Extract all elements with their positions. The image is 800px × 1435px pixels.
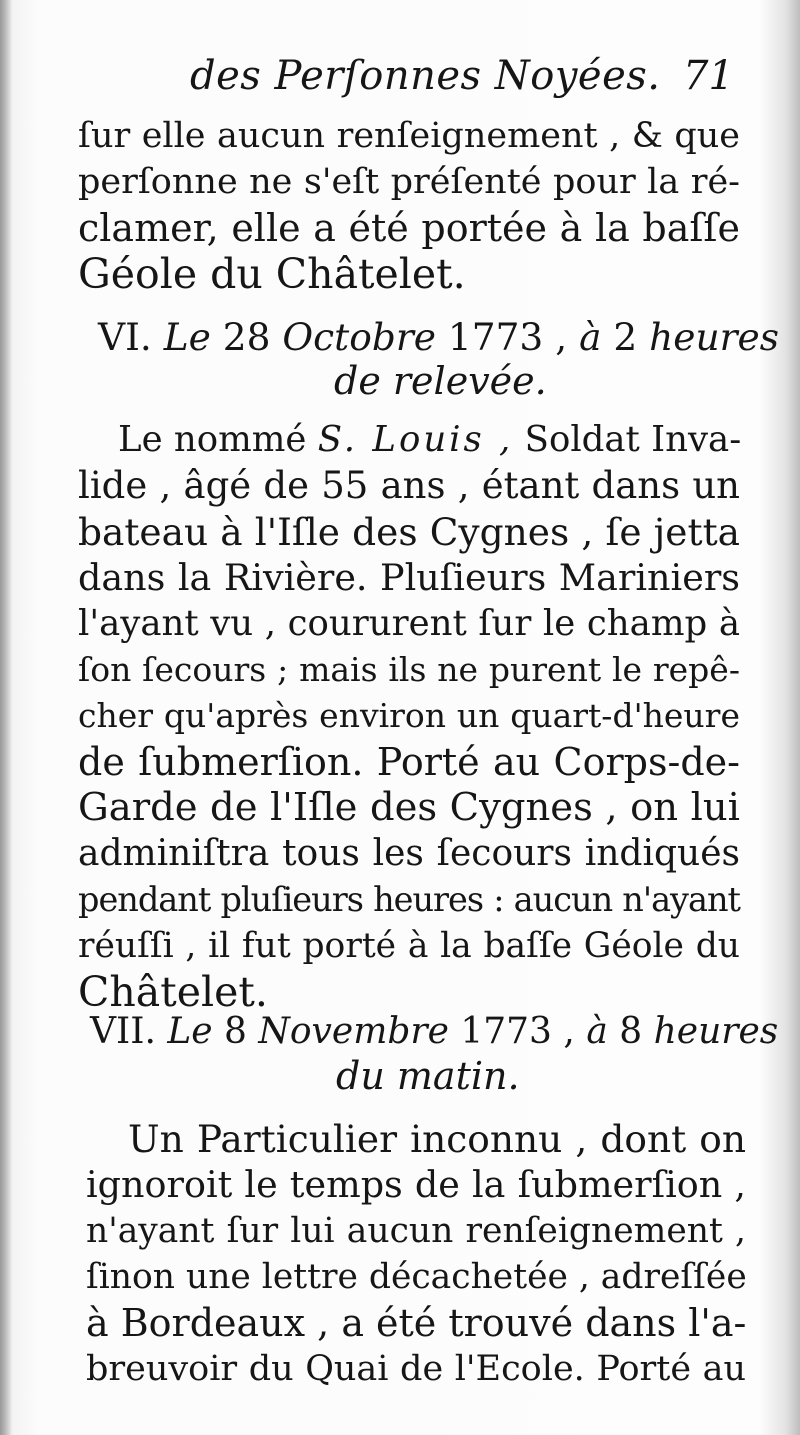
section-numeral: VI. — [98, 315, 152, 359]
text-line: ignoroit le temps de la ſubmerſion , — [86, 1163, 746, 1206]
heading-month: Novembre — [258, 1011, 449, 1052]
section-subheading: de relevée. — [334, 359, 547, 403]
text-line: Châtelet. — [78, 968, 268, 1016]
text-line: bateau à l'Iſle des Cygnes , ſe jetta — [78, 510, 740, 554]
person-name: S. Louis , — [317, 419, 514, 460]
text-line: clamer, elle a été portée à la baſſe — [78, 206, 740, 250]
text-line: Garde de l'Iſle des Cygnes , on lui — [78, 785, 740, 830]
line-end: Soldat Inva- — [524, 419, 742, 460]
text-line: cher qu'après environ un quart-d'heure — [78, 696, 740, 735]
heading-hours-word: heures — [653, 1011, 779, 1052]
text-line: dans la Rivière. Pluſieurs Mariniers — [78, 556, 740, 599]
text-line: pendant pluſieurs heures : aucun n'ayant — [78, 880, 740, 919]
section-heading-vi — [98, 314, 779, 360]
heading-hours-word: heures — [649, 315, 779, 359]
heading-month: Octobre — [282, 315, 436, 359]
text-line: breuvoir du Quai de l'Ecole. Porté au — [86, 1349, 746, 1389]
text-line: perſonne ne s'eſt préſenté pour la ré- — [78, 162, 740, 202]
line-start: Le nommé — [118, 419, 307, 460]
heading-le: Le — [163, 315, 211, 359]
text-line: lide , âgé de 55 ans , étant dans un — [78, 464, 740, 507]
running-head: des Perſonnes Noyées. — [190, 53, 661, 99]
section-numeral: VII. — [90, 1011, 156, 1052]
page-edge-shadow — [0, 0, 12, 1435]
heading-year: 1773 , — [447, 315, 568, 359]
text-line: Un Particulier inconnu , dont on — [128, 1117, 746, 1161]
section-heading-vii — [90, 1009, 778, 1055]
heading-a: à — [586, 1011, 608, 1052]
heading-a: à — [579, 315, 602, 359]
heading-day: 8 — [224, 1011, 247, 1052]
text-line — [118, 417, 740, 463]
text-line: adminiſtra tous les ſecours indiqués — [78, 833, 740, 874]
section-subheading: du matin. — [336, 1054, 520, 1098]
text-line: n'ayant ſur lui aucun renſeignement , — [86, 1211, 746, 1251]
text-line: réuſſi , il fut porté à la baſſe Géole du — [78, 926, 740, 966]
text-line: Géole du Châtelet. — [78, 250, 466, 298]
heading-le: Le — [167, 1011, 213, 1052]
heading-hour: 8 — [619, 1011, 643, 1052]
text-line: ſon ſecours ; mais ils ne purent le repê- — [78, 650, 740, 689]
page-number: 71 — [683, 53, 734, 99]
heading-hour: 2 — [613, 315, 638, 359]
heading-day: 28 — [222, 315, 271, 359]
heading-year: 1773 , — [460, 1011, 575, 1052]
text-line: l'ayant vu , coururent ſur le champ à — [78, 603, 740, 644]
text-line: de ſubmerſion. Porté au Corps-de- — [78, 740, 740, 784]
text-line: ſur elle aucun renſeignement , & que — [78, 116, 740, 156]
text-line: ſinon une lettre décachetée , adreſſée — [86, 1257, 747, 1297]
text-line: à Bordeaux , a été trouvé dans l'a- — [86, 1301, 747, 1345]
